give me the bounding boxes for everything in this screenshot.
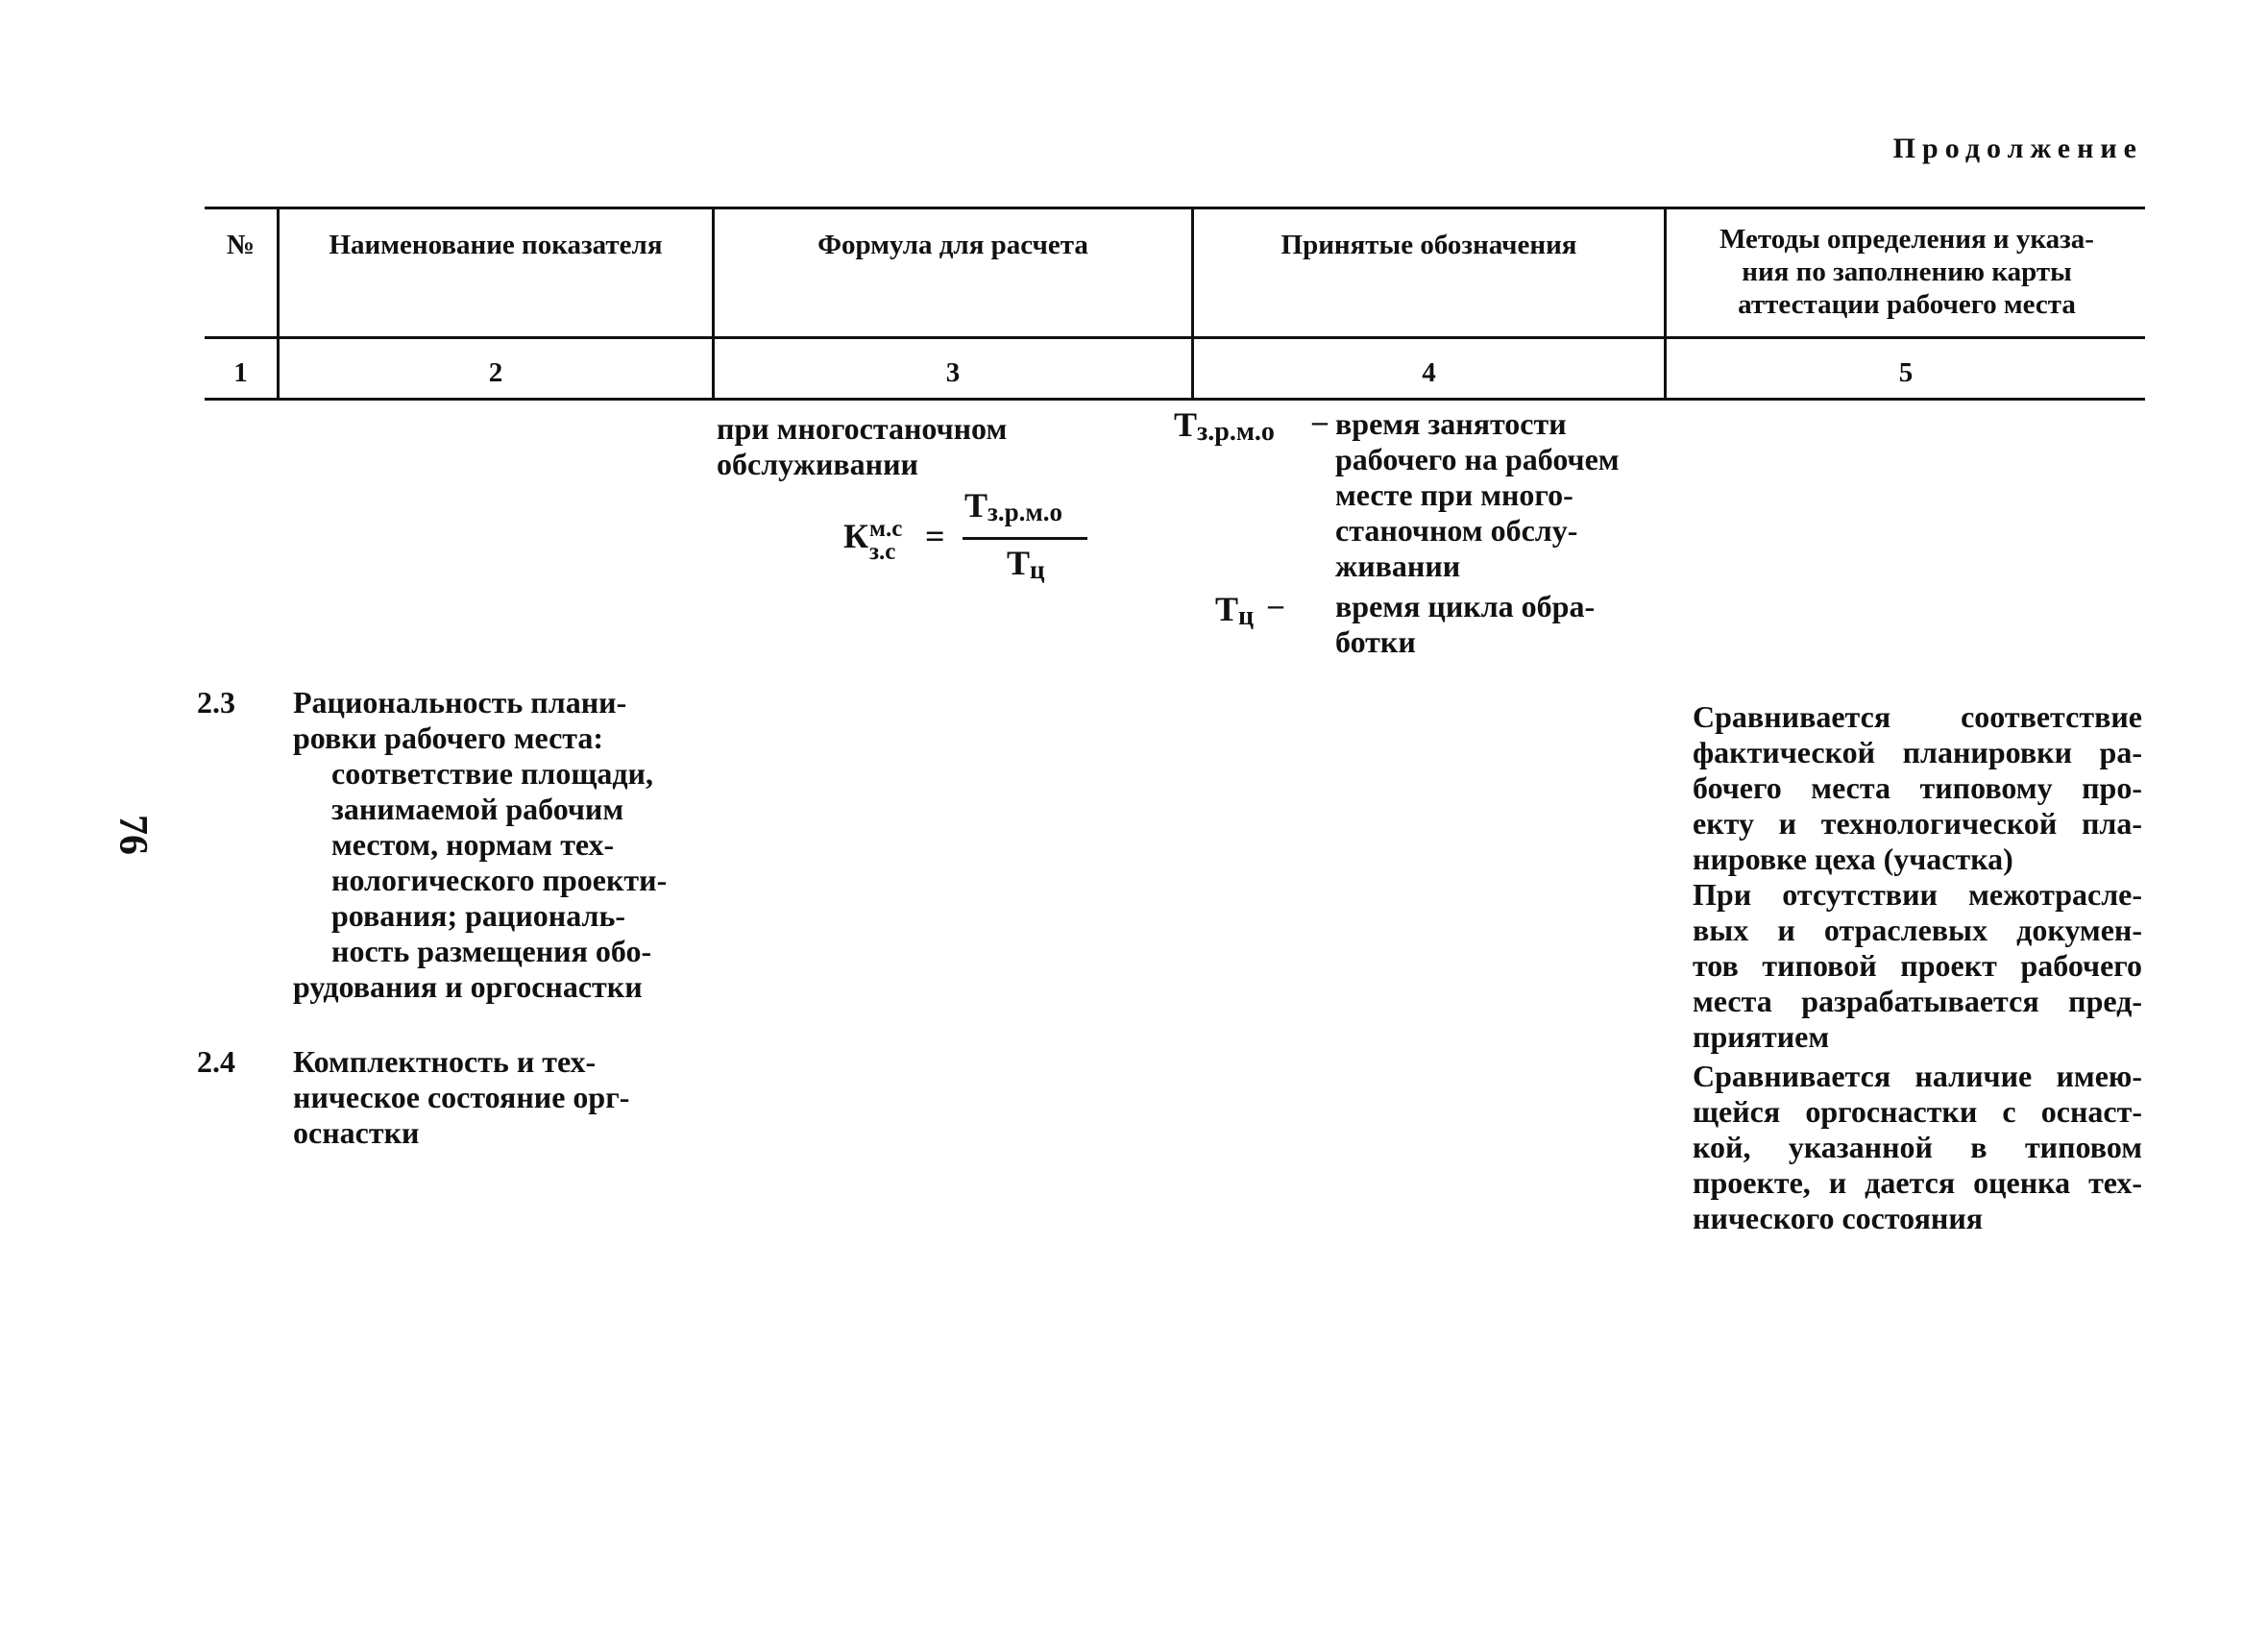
formula-equals: =: [925, 517, 945, 555]
row-2-3-method: Сравнивается соответствие фактической планировки ра- бочего места типовому про- екту и технологической пла- нировке цеха (участка) При отсутствии межотрасле- вых и отраслевых докумен- тов типовой проект рабочего места разрабатывается пред- приятием: [1693, 699, 2142, 1054]
table-top-rule: [205, 207, 2145, 209]
row-2-4-number: 2.4: [197, 1044, 235, 1079]
formula-numerator-base: Т: [964, 486, 988, 525]
header-indicator-name: Наименование показателя: [329, 230, 663, 260]
column-number-1: 1: [233, 357, 248, 388]
formula-fraction-bar: [963, 537, 1087, 540]
notation-definition-1: время занятости рабочего на рабочем месте при много- станочном обслу- живании: [1335, 406, 1620, 583]
header-methods: Методы определения и указа- ния по заполнению карты аттестации рабочего места: [1719, 224, 2094, 320]
continuation-label: Продолжение: [1892, 133, 2143, 164]
row-2-3-indicator-details: соответствие площади, занимаемой рабочим местом, нормам тех- нологического проекти- рования; рациональ- ность размещения обо- рудования и оргоснастки: [293, 756, 668, 1004]
notation-symbol-1: $Т_{з.р.м.о}$: [1174, 405, 1275, 448]
notation-dash-2: –: [1268, 587, 1283, 622]
header-number: №: [226, 230, 256, 260]
column-number-4: 4: [1422, 357, 1436, 388]
formula-numerator-subscript: з.р.м.о: [988, 498, 1063, 527]
row-2-3-number: 2.3: [197, 685, 235, 720]
formula-lhs-subscript: з.с: [869, 539, 896, 565]
formula-denominator-subscript: ц: [1030, 555, 1045, 585]
column-numbers-rule: [205, 398, 2145, 401]
formula-lhs-base: К: [843, 517, 869, 555]
row-2-4-indicator: Комплектность и тех- ническое состояние орг- оснастки: [293, 1044, 630, 1150]
notation-symbol-2: $Т_ц$: [1215, 590, 1255, 632]
row-2-3-indicator: Рациональность плани- ровки рабочего места:: [293, 685, 627, 755]
notation-dash-1: –: [1312, 403, 1328, 438]
row-2-4-method: Сравнивается наличие имею- щейся оргоснастки с оснаст- кой, указанной в типовом проекте, и дается оценка тех- нического состояния: [1693, 1059, 2142, 1235]
formula-multi-machine: [843, 485, 1093, 591]
header-bottom-rule: [205, 336, 2145, 339]
header-formula: Формула для расчета: [817, 230, 1088, 260]
formula-denominator-base: Т: [1007, 544, 1031, 582]
notation-definition-2: время цикла обра- ботки: [1335, 589, 1596, 659]
page-number: 76: [110, 815, 155, 855]
header-notations: Принятые обозначения: [1280, 230, 1577, 260]
formula-lhs-superscript: м.с: [869, 516, 903, 542]
column-number-2: 2: [488, 357, 503, 388]
column-number-5: 5: [1898, 357, 1914, 388]
formula-description: при многостаночном обслуживании: [717, 411, 1008, 481]
column-number-3: 3: [945, 357, 961, 388]
